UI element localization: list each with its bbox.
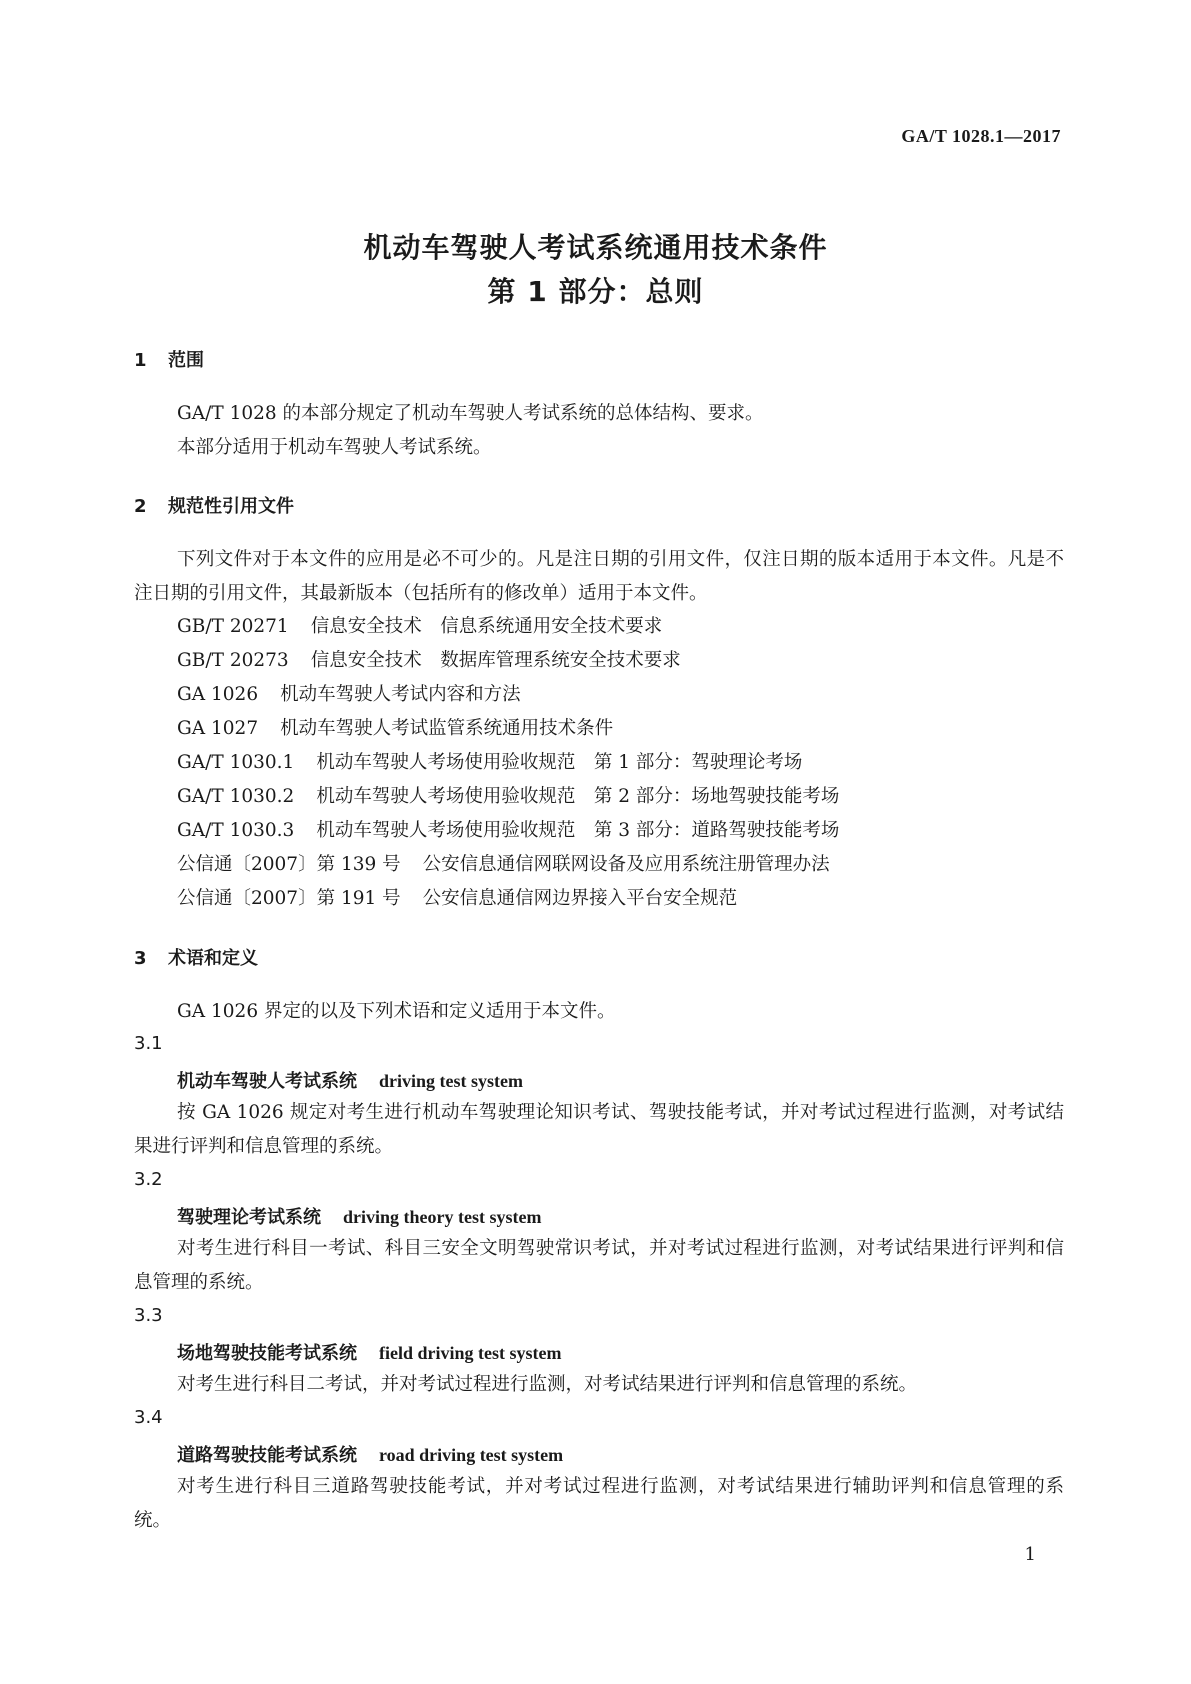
term-name-en: field driving test system [379,1343,562,1363]
section-heading-terms-definitions [134,944,258,970]
reference-code: GB/T 20271 [177,616,289,637]
reference-title: 公安信息通信网边界接入平台安全规范 [422,888,738,909]
term-definition: 对考生进行科目三道路驾驶技能考试，并对考试过程进行监测，对考试结果进行辅助评判和信息管理的系统。 [134,1476,1064,1531]
reference-item [177,782,839,808]
reference-item [177,612,662,638]
term-number: 3.1 [134,1033,163,1054]
reference-title: 公安信息通信网联网设备及应用系统注册管理办法 [422,854,830,875]
reference-code: GA/T 1030.1 [177,752,295,773]
reference-item [177,714,613,740]
section-heading-normative-references [134,492,294,518]
term-name [177,1203,541,1229]
term-name-en: driving theory test system [343,1207,542,1227]
term-name-cn: 道路驾驶技能考试系统 [177,1445,357,1466]
reference-code: GA 1027 [177,718,259,739]
term-number: 3.2 [134,1169,163,1190]
term-definition: 按 GA 1026 规定对考生进行机动车驾驶理论知识考试、驾驶技能考试，并对考试过程进行监测，对考试结果进行评判和信息管理的系统。 [134,1102,1064,1157]
reference-item [177,850,830,876]
section-number: 2 [134,496,147,517]
term-definition: 对考生进行科目二考试，并对考试过程进行监测，对考试结果进行评判和信息管理的系统。 [177,1374,918,1395]
paragraph: 下列文件对于本文件的应用是必不可少的。凡是注日期的引用文件，仅注日期的版本适用于本文件。凡是不注日期的引用文件，其最新版本（包括所有的修改单）适用于本文件。 [134,549,1064,604]
reference-code: 公信通〔2007〕第 139 号 [177,854,401,875]
section-title: 范围 [168,350,204,371]
reference-title: 机动车驾驶人考试监管系统通用技术条件 [280,718,614,739]
reference-item [177,816,839,842]
reference-item [177,646,681,672]
standard-code: GA/T 1028.1—2017 [901,126,1061,146]
reference-title: 信息安全技术 信息系统通用安全技术要求 [310,616,663,637]
page-number: 1 [1024,1544,1036,1565]
paragraph: GA/T 1028 的本部分规定了机动车驾驶人考试系统的总体结构、要求。 [177,403,764,424]
paragraph: GA 1026 界定的以及下列术语和定义适用于本文件。 [177,1001,616,1022]
reference-item [177,680,521,706]
section-number: 3 [134,948,147,969]
document-title: 机动车驾驶人考试系统通用技术条件 [363,231,828,264]
section-title: 术语和定义 [168,948,258,969]
section-number: 1 [134,350,147,371]
reference-item [177,748,802,774]
term-name [177,1067,523,1093]
term-name-cn: 场地驾驶技能考试系统 [177,1343,357,1364]
reference-code: GA/T 1030.2 [177,786,295,807]
term-number: 3.3 [134,1305,163,1326]
term-name [177,1339,561,1365]
reference-title: 机动车驾驶人考场使用验收规范 第 1 部分：驾驶理论考场 [316,752,803,773]
reference-code: GB/T 20273 [177,650,289,671]
term-definition: 对考生进行科目一考试、科目三安全文明驾驶常识考试，并对考试过程进行监测，对考试结果进行评判和信息管理的系统。 [134,1238,1064,1293]
term-number: 3.4 [134,1407,163,1428]
reference-code: GA/T 1030.3 [177,820,295,841]
section-title: 规范性引用文件 [168,496,294,517]
term-name-cn: 机动车驾驶人考试系统 [177,1071,357,1092]
reference-code: 公信通〔2007〕第 191 号 [177,888,401,909]
term-name [177,1441,563,1467]
document-subtitle: 第 1 部分：总则 [487,275,704,308]
term-name-en: driving test system [379,1071,523,1091]
section-heading-scope [134,346,204,372]
reference-code: GA 1026 [177,684,259,705]
reference-item [177,884,737,910]
reference-title: 信息安全技术 数据库管理系统安全技术要求 [310,650,681,671]
term-name-en: road driving test system [379,1445,564,1465]
reference-title: 机动车驾驶人考场使用验收规范 第 3 部分：道路驾驶技能考场 [316,820,840,841]
paragraph: 本部分适用于机动车驾驶人考试系统。 [177,437,492,458]
reference-title: 机动车驾驶人考试内容和方法 [280,684,521,705]
term-name-cn: 驾驶理论考试系统 [177,1207,321,1228]
reference-title: 机动车驾驶人考场使用验收规范 第 2 部分：场地驾驶技能考场 [316,786,840,807]
